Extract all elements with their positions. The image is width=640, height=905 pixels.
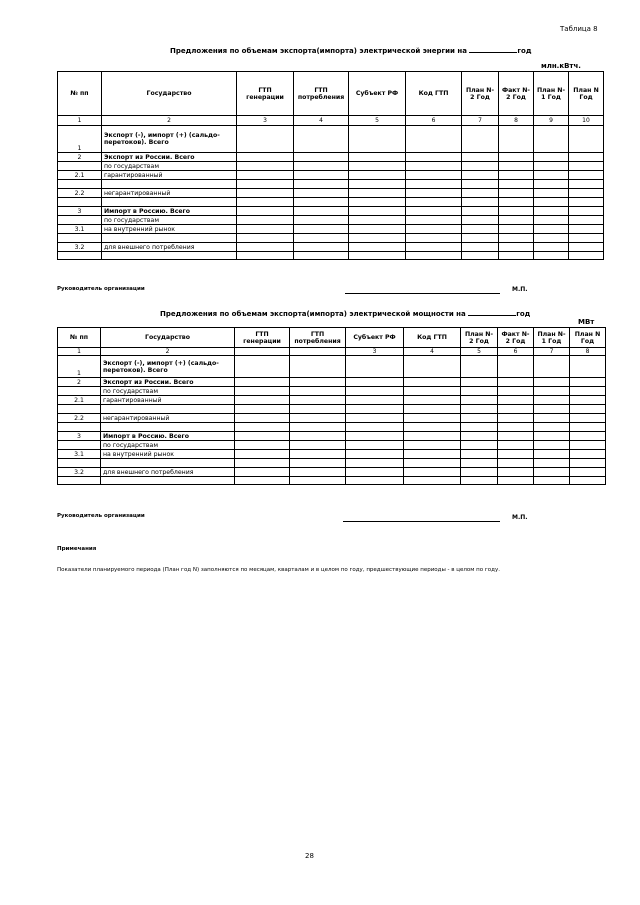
row-text: гарантированный xyxy=(101,396,235,405)
colnum xyxy=(290,348,346,356)
power-stamp: М.П. xyxy=(512,514,528,521)
header-num: № пп xyxy=(58,72,102,116)
table-row xyxy=(58,441,606,450)
row-text: по государствам xyxy=(102,162,237,171)
header-gtp-cons: ГТП потребления xyxy=(290,328,346,348)
header-plan-n: План N Год xyxy=(570,328,606,348)
power-header-row xyxy=(58,328,606,348)
energy-signature-line xyxy=(345,292,500,294)
header-gtp-code: Код ГТП xyxy=(406,72,462,116)
header-plan-n1: План N-1 Год xyxy=(534,72,569,116)
header-fact-n2: Факт N-2 Год xyxy=(499,72,534,116)
year-blank xyxy=(469,45,517,53)
row-num: 2.1 xyxy=(58,396,101,405)
row-num: 1 xyxy=(58,356,101,378)
table-row xyxy=(58,198,604,207)
colnum: 3 xyxy=(346,348,404,356)
colnum: 4 xyxy=(404,348,461,356)
row-num: 3.2 xyxy=(58,243,102,252)
row-num: 2 xyxy=(58,378,101,387)
header-gtp-gen: ГТП генерации xyxy=(237,72,294,116)
notes-heading: Примечания xyxy=(57,546,97,552)
energy-title xyxy=(170,45,532,55)
colnum: 6 xyxy=(498,348,534,356)
power-table xyxy=(57,327,606,485)
power-title xyxy=(160,308,530,318)
table-row xyxy=(58,243,604,252)
row-text: по государствам xyxy=(102,216,237,225)
table-label: Таблица 8 xyxy=(560,25,598,33)
energy-colnum-row xyxy=(58,116,604,126)
row-text: для внешнего потребления xyxy=(102,243,237,252)
colnum: 10 xyxy=(569,116,604,126)
table-row xyxy=(58,225,604,234)
power-unit: МВт xyxy=(578,318,595,326)
table-row xyxy=(58,459,606,468)
row-num: 2.2 xyxy=(58,414,101,423)
table-row xyxy=(58,396,606,405)
colnum: 9 xyxy=(534,116,569,126)
row-num: 2.1 xyxy=(58,171,102,180)
row-text: Экспорт из России. Всего xyxy=(102,153,237,162)
header-gtp-code: Код ГТП xyxy=(404,328,461,348)
header-gtp-cons: ГТП потребления xyxy=(294,72,349,116)
colnum: 1 xyxy=(58,116,102,126)
energy-stamp: М.П. xyxy=(512,286,528,293)
energy-title-suffix: год xyxy=(517,47,532,55)
row-num: 3.1 xyxy=(58,225,102,234)
header-plan-n1: План N-1 Год xyxy=(534,328,570,348)
table-row xyxy=(58,252,604,260)
table-row xyxy=(58,234,604,243)
row-text: негарантированный xyxy=(102,189,237,198)
energy-signature-label: Руководитель организации xyxy=(57,286,145,292)
row-num: 3 xyxy=(58,207,102,216)
colnum: 1 xyxy=(58,348,101,356)
row-text: Импорт в Россию. Всего xyxy=(101,432,235,441)
table-row xyxy=(58,423,606,432)
table-row xyxy=(58,356,606,378)
power-title-suffix: год xyxy=(516,310,531,318)
power-signature-label: Руководитель организации xyxy=(57,513,145,519)
colnum: 2 xyxy=(101,348,235,356)
energy-header-row xyxy=(58,72,604,116)
energy-title-prefix: Предложения по объемам экспорта(импорта) электрической энергии на xyxy=(170,47,467,55)
header-subject: Субъект РФ xyxy=(349,72,406,116)
table-row xyxy=(58,180,604,189)
table-row xyxy=(58,216,604,225)
page-number: 28 xyxy=(305,852,314,860)
colnum xyxy=(235,348,290,356)
power-title-prefix: Предложения по объемам экспорта(импорта) электрической мощности на xyxy=(160,310,466,318)
colnum: 8 xyxy=(499,116,534,126)
table-row xyxy=(58,153,604,162)
header-num: № пп xyxy=(58,328,101,348)
row-num: 3 xyxy=(58,432,101,441)
header-state: Государство xyxy=(101,328,235,348)
table-row xyxy=(58,162,604,171)
colnum: 7 xyxy=(534,348,570,356)
row-text: по государствам xyxy=(101,387,235,396)
colnum: 5 xyxy=(461,348,498,356)
colnum: 5 xyxy=(349,116,406,126)
energy-unit: млн.кВтч. xyxy=(541,62,581,70)
row-text: Экспорт (-), импорт (+) (сальдо-перетоков). Всего xyxy=(101,356,235,378)
table-row xyxy=(58,477,606,485)
colnum: 3 xyxy=(237,116,294,126)
table-row xyxy=(58,126,604,153)
table-row xyxy=(58,405,606,414)
row-text: негарантированный xyxy=(101,414,235,423)
table-row xyxy=(58,171,604,180)
row-num: 2.2 xyxy=(58,189,102,198)
header-state: Государство xyxy=(102,72,237,116)
table-row xyxy=(58,207,604,216)
power-signature-line xyxy=(343,520,500,522)
table-row xyxy=(58,378,606,387)
row-text: для внешнего потребления xyxy=(101,468,235,477)
header-plan-n2: План N-2 Год xyxy=(462,72,499,116)
table-row xyxy=(58,189,604,198)
row-text: Экспорт (-), импорт (+) (сальдо-перетоков). Всего xyxy=(102,126,237,153)
row-text: Импорт в Россию. Всего xyxy=(102,207,237,216)
header-fact-n2: Факт N-2 Год xyxy=(498,328,534,348)
table-row xyxy=(58,432,606,441)
colnum: 2 xyxy=(102,116,237,126)
table-row xyxy=(58,468,606,477)
colnum: 7 xyxy=(462,116,499,126)
row-num: 2 xyxy=(58,153,102,162)
row-text: по государствам xyxy=(101,441,235,450)
colnum: 6 xyxy=(406,116,462,126)
table-row xyxy=(58,450,606,459)
colnum: 8 xyxy=(570,348,606,356)
row-num: 1 xyxy=(58,126,102,153)
header-plan-n2: План N-2 Год xyxy=(461,328,498,348)
row-text: на внутренний рынок xyxy=(101,450,235,459)
row-text: гарантированный xyxy=(102,171,237,180)
energy-table xyxy=(57,71,604,260)
table-row xyxy=(58,387,606,396)
header-gtp-gen: ГТП генерации xyxy=(235,328,290,348)
row-num: 3.1 xyxy=(58,450,101,459)
colnum: 4 xyxy=(294,116,349,126)
power-colnum-row xyxy=(58,348,606,356)
row-text: Экспорт из России. Всего xyxy=(101,378,235,387)
header-subject: Субъект РФ xyxy=(346,328,404,348)
year-blank xyxy=(468,308,516,316)
table-row xyxy=(58,414,606,423)
header-plan-n: План N Год xyxy=(569,72,604,116)
row-text: на внутренний рынок xyxy=(102,225,237,234)
notes-text: Показатели планируемого периода (План год N) заполняются по месяцам, кварталам и в целом по году, предшествующие периоды - в целом по году. xyxy=(57,567,500,573)
row-num: 3.2 xyxy=(58,468,101,477)
